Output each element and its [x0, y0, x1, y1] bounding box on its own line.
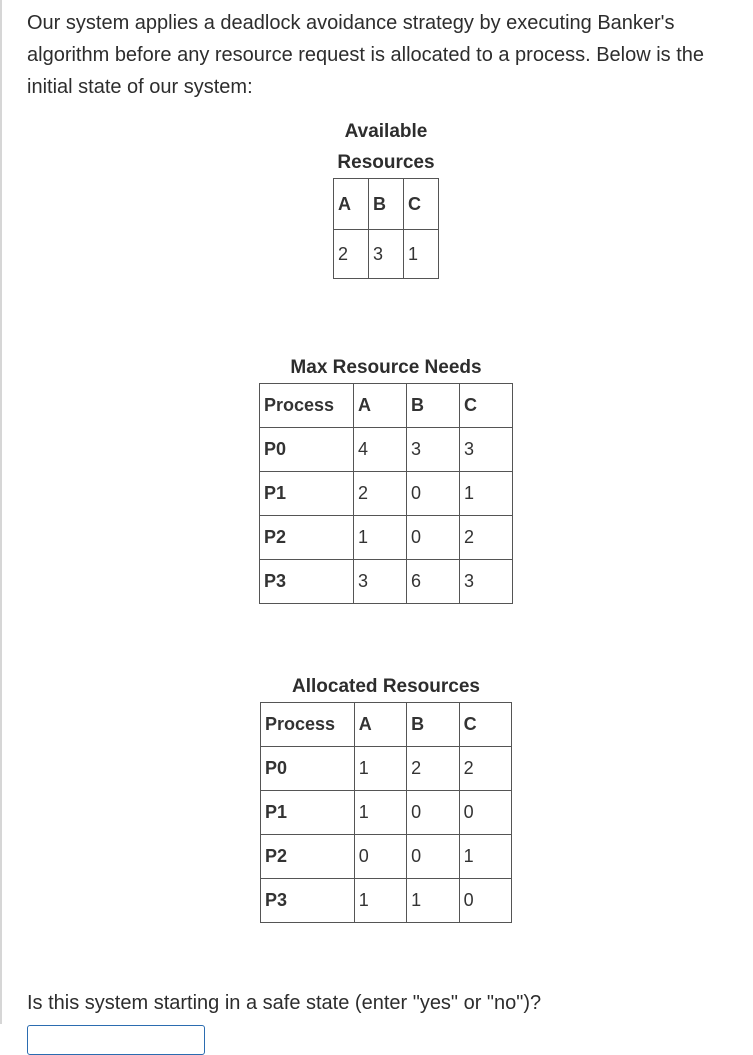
table-cell: 2: [459, 747, 511, 791]
table-cell: 1: [354, 747, 406, 791]
max-resource-needs-caption: Max Resource Needs: [290, 357, 482, 378]
question-text: Is this system starting in a safe state (enter "yes" or "no")?: [27, 992, 542, 1014]
table-cell: 2: [334, 230, 369, 279]
answer-input[interactable]: [27, 1025, 205, 1055]
left-border: [0, 0, 2, 1024]
table-cell: 1: [459, 835, 511, 879]
allocated-resources-section: [260, 671, 512, 923]
max-resource-needs-section: [259, 352, 513, 604]
column-header: Process: [261, 703, 355, 747]
table-cell: 3: [354, 560, 407, 604]
table-cell: 1: [404, 230, 439, 279]
column-header: B: [369, 179, 404, 230]
table-header-row: [334, 179, 439, 230]
table-cell: 1: [354, 791, 406, 835]
column-header: A: [354, 703, 406, 747]
table-cell: 3: [459, 560, 512, 604]
process-cell: P0: [260, 428, 354, 472]
intro-paragraph: Our system applies a deadlock avoidance strategy by executing Banker's algorithm before any resource request is allocated to a process. Below is the initial state of our system:: [27, 12, 705, 98]
table-cell: 2: [407, 747, 459, 791]
table-row: [261, 747, 512, 791]
column-header: C: [404, 179, 439, 230]
table-cell: 0: [354, 835, 406, 879]
table-cell: 1: [459, 472, 512, 516]
available-resources-caption: Available Resources: [337, 121, 435, 173]
table-row: [334, 230, 439, 279]
table-cell: 0: [459, 879, 511, 923]
table-cell: 0: [407, 516, 460, 560]
table-cell: 3: [369, 230, 404, 279]
table-header-row: [260, 384, 513, 428]
table-row: [260, 516, 513, 560]
max-resource-needs-table: [259, 383, 513, 604]
table-cell: 3: [407, 428, 460, 472]
table-row: [260, 472, 513, 516]
table-cell: 3: [459, 428, 512, 472]
process-cell: P0: [261, 747, 355, 791]
process-cell: P2: [261, 835, 355, 879]
available-resources-section: [333, 116, 439, 279]
table-cell: 2: [354, 472, 407, 516]
process-cell: P3: [260, 560, 354, 604]
column-header: A: [354, 384, 407, 428]
question-content: [27, 7, 749, 1014]
table-cell: 0: [407, 791, 459, 835]
table-cell: 0: [459, 791, 511, 835]
process-cell: P1: [261, 791, 355, 835]
available-resources-table: [333, 178, 439, 279]
table-cell: 1: [354, 879, 406, 923]
table-cell: 1: [354, 516, 407, 560]
table-row: [260, 428, 513, 472]
process-cell: P3: [261, 879, 355, 923]
table-row: [261, 791, 512, 835]
table-row: [261, 835, 512, 879]
table-cell: 0: [407, 835, 459, 879]
column-header: C: [459, 703, 511, 747]
table-cell: 2: [459, 516, 512, 560]
column-header: A: [334, 179, 369, 230]
column-header: C: [459, 384, 512, 428]
table-cell: 0: [407, 472, 460, 516]
table-header-row: [261, 703, 512, 747]
allocated-resources-table: [260, 702, 512, 923]
process-cell: P1: [260, 472, 354, 516]
column-header: Process: [260, 384, 354, 428]
table-cell: 1: [407, 879, 459, 923]
table-row: [261, 879, 512, 923]
column-header: B: [407, 384, 460, 428]
table-cell: 6: [407, 560, 460, 604]
process-cell: P2: [260, 516, 354, 560]
column-header: B: [407, 703, 459, 747]
table-row: [260, 560, 513, 604]
table-cell: 4: [354, 428, 407, 472]
allocated-resources-caption: Allocated Resources: [292, 676, 480, 697]
